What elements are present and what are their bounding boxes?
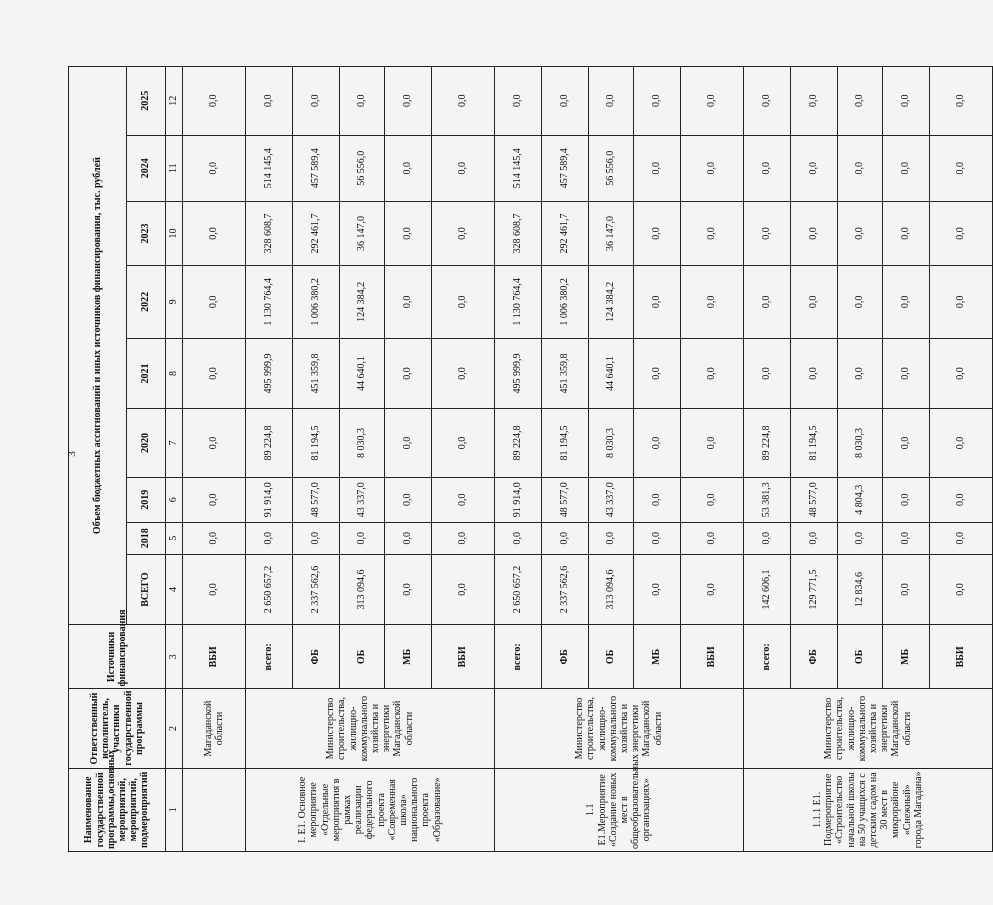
value-cell: 0,0: [883, 554, 930, 625]
value-cell: 8 030,3: [340, 409, 385, 477]
value-cell: 0,0: [681, 522, 744, 554]
row-name-cell: 1.1 E1.Мероприятие «Создание новых мест в общеобразовательных организациях»: [495, 768, 744, 851]
value-cell: 0,0: [883, 338, 930, 409]
value-cell: 0,0: [385, 477, 432, 522]
value-cell: 0,0: [930, 554, 993, 625]
value-cell: 0,0: [883, 201, 930, 265]
row-source-cell: ФБ: [293, 625, 340, 689]
value-cell: 0,0: [744, 338, 791, 409]
value-cell: 0,0: [634, 201, 681, 265]
value-cell: 0,0: [340, 67, 385, 136]
header-executor: Ответственный исполнитель, участники государственной программы: [69, 689, 166, 768]
value-cell: 0,0: [385, 135, 432, 201]
value-cell: 43 337,0: [340, 477, 385, 522]
financing-table: [68, 66, 993, 852]
value-cell: 0,0: [293, 67, 340, 136]
value-cell: 56 556,0: [340, 135, 385, 201]
header-year: 2020: [127, 409, 166, 477]
row-source-cell: ФБ: [791, 625, 838, 689]
value-cell: 0,0: [432, 67, 495, 136]
row-source-cell: ОБ: [838, 625, 883, 689]
header-funding-volume: Объем бюджетных ассигнований и иных источников финансирования, тыс. рублей: [69, 67, 127, 625]
row-source-cell: всего:: [495, 625, 542, 689]
value-cell: 0,0: [930, 67, 993, 136]
value-cell: 44 640,1: [340, 338, 385, 409]
page-number: 3: [66, 451, 78, 457]
header-year: 2022: [127, 266, 166, 339]
row-executor-cell: Министерство строительства, жилищно-коммунального хозяйства и энергетики Магаданской области: [246, 689, 495, 768]
value-cell: 0,0: [634, 266, 681, 339]
header-year: 2025: [127, 67, 166, 136]
value-cell: 0,0: [791, 135, 838, 201]
value-cell: 48 577,0: [542, 477, 589, 522]
value-cell: 0,0: [385, 266, 432, 339]
column-number: 7: [166, 409, 183, 477]
value-cell: 0,0: [183, 409, 246, 477]
header-year: 2018: [127, 522, 166, 554]
value-cell: 0,0: [930, 135, 993, 201]
value-cell: 43 337,0: [589, 477, 634, 522]
header-year: 2023: [127, 201, 166, 265]
value-cell: 36 147,0: [589, 201, 634, 265]
value-cell: 0,0: [432, 522, 495, 554]
value-cell: 0,0: [634, 135, 681, 201]
value-cell: 89 224,8: [246, 409, 293, 477]
value-cell: 8 030,3: [838, 409, 883, 477]
header-year: 2019: [127, 477, 166, 522]
value-cell: 44 640,1: [589, 338, 634, 409]
value-cell: 0,0: [385, 554, 432, 625]
row-source-cell: ФБ: [542, 625, 589, 689]
value-cell: 12 834,6: [838, 554, 883, 625]
column-number: 2: [166, 689, 183, 768]
value-cell: 0,0: [385, 201, 432, 265]
value-cell: 0,0: [681, 266, 744, 339]
value-cell: 0,0: [340, 522, 385, 554]
value-cell: 0,0: [681, 338, 744, 409]
row-source-cell: всего:: [246, 625, 293, 689]
value-cell: 0,0: [183, 522, 246, 554]
row-source-cell: ОБ: [340, 625, 385, 689]
value-cell: 451 359,8: [542, 338, 589, 409]
value-cell: 0,0: [744, 135, 791, 201]
value-cell: 0,0: [838, 266, 883, 339]
value-cell: 0,0: [681, 477, 744, 522]
value-cell: 124 384,2: [589, 266, 634, 339]
value-cell: 0,0: [385, 409, 432, 477]
row-source-cell: ВБИ: [432, 625, 495, 689]
column-number: 8: [166, 338, 183, 409]
header-year: 2021: [127, 338, 166, 409]
value-cell: 0,0: [385, 522, 432, 554]
value-cell: 514 145,4: [246, 135, 293, 201]
row-source-cell: ВБИ: [681, 625, 744, 689]
value-cell: 0,0: [930, 409, 993, 477]
row-source-cell: ВБИ: [183, 625, 246, 689]
value-cell: 1 006 380,2: [293, 266, 340, 339]
row-source-cell: всего:: [744, 625, 791, 689]
value-cell: 0,0: [634, 522, 681, 554]
value-cell: 56 556,0: [589, 135, 634, 201]
value-cell: 0,0: [432, 409, 495, 477]
value-cell: 0,0: [930, 201, 993, 265]
table-row: [744, 67, 791, 852]
value-cell: 0,0: [183, 338, 246, 409]
value-cell: 0,0: [246, 67, 293, 136]
value-cell: 91 914,0: [495, 477, 542, 522]
column-number: 3: [166, 625, 183, 689]
column-number: 10: [166, 201, 183, 265]
value-cell: 0,0: [542, 67, 589, 136]
value-cell: 451 359,8: [293, 338, 340, 409]
value-cell: 0,0: [183, 266, 246, 339]
value-cell: 2 337 562,6: [293, 554, 340, 625]
value-cell: 91 914,0: [246, 477, 293, 522]
value-cell: 0,0: [744, 266, 791, 339]
value-cell: 1 006 380,2: [542, 266, 589, 339]
row-source-cell: ОБ: [589, 625, 634, 689]
value-cell: 8 030,3: [589, 409, 634, 477]
value-cell: 0,0: [432, 477, 495, 522]
column-number: 6: [166, 477, 183, 522]
value-cell: 0,0: [293, 522, 340, 554]
header-funding-source: Источники финансирования: [69, 625, 166, 689]
value-cell: 0,0: [930, 477, 993, 522]
table-row: [246, 67, 293, 852]
value-cell: 0,0: [883, 477, 930, 522]
value-cell: 0,0: [681, 409, 744, 477]
row-source-cell: ВБИ: [930, 625, 993, 689]
value-cell: 53 381,3: [744, 477, 791, 522]
row-executor-cell: Министерство строительства, жилищно-коммунального хозяйства и энергетики Магаданской области: [495, 689, 744, 768]
value-cell: 0,0: [681, 201, 744, 265]
header-year: ВСЕГО: [127, 554, 166, 625]
value-cell: 0,0: [589, 67, 634, 136]
value-cell: 0,0: [634, 554, 681, 625]
value-cell: 129 771,5: [791, 554, 838, 625]
value-cell: 0,0: [385, 338, 432, 409]
value-cell: 0,0: [930, 266, 993, 339]
value-cell: 0,0: [432, 266, 495, 339]
header-program-name: Наименование государственной программы,основных мероприятий, мероприятий, подмероприятий: [69, 768, 166, 851]
value-cell: 328 608,7: [246, 201, 293, 265]
row-executor-cell: Магаданской области: [183, 689, 246, 768]
value-cell: 457 589,4: [293, 135, 340, 201]
column-number: 4: [166, 554, 183, 625]
value-cell: 48 577,0: [791, 477, 838, 522]
value-cell: 0,0: [634, 338, 681, 409]
value-cell: 2 337 562,6: [542, 554, 589, 625]
value-cell: 124 384,2: [340, 266, 385, 339]
value-cell: 0,0: [432, 338, 495, 409]
value-cell: 0,0: [838, 67, 883, 136]
value-cell: 0,0: [791, 201, 838, 265]
row-name-cell: 1.1.1 E1. Подмероприятие «Строительство начальной школы на 50 учащихся с детским садом на 30 мест в микрорайоне «Снежный» города Магадана»: [744, 768, 993, 851]
value-cell: 0,0: [883, 522, 930, 554]
value-cell: 0,0: [183, 554, 246, 625]
value-cell: 0,0: [791, 522, 838, 554]
value-cell: 292 461,7: [542, 201, 589, 265]
value-cell: 292 461,7: [293, 201, 340, 265]
value-cell: 0,0: [883, 409, 930, 477]
value-cell: 0,0: [542, 522, 589, 554]
value-cell: 0,0: [183, 67, 246, 136]
value-cell: 0,0: [681, 67, 744, 136]
table-body: [183, 67, 993, 852]
value-cell: 0,0: [791, 67, 838, 136]
value-cell: 0,0: [495, 67, 542, 136]
column-number: 9: [166, 266, 183, 339]
value-cell: 313 094,6: [340, 554, 385, 625]
value-cell: 0,0: [744, 201, 791, 265]
value-cell: 81 194,5: [293, 409, 340, 477]
value-cell: 0,0: [432, 135, 495, 201]
row-source-cell: МБ: [883, 625, 930, 689]
row-name-cell: I. E1. Основное мероприятие «Отдельные мероприятия в рамках реализации федерального проекта «Современная школа» национального проекта «Образование»: [246, 768, 495, 851]
value-cell: 0,0: [432, 201, 495, 265]
value-cell: 89 224,8: [495, 409, 542, 477]
column-number: 12: [166, 67, 183, 136]
value-cell: 0,0: [883, 266, 930, 339]
row-executor-cell: Министерство строительства, жилищно-коммунального хозяйства и энергетики Магаданской области: [744, 689, 993, 768]
value-cell: 81 194,5: [542, 409, 589, 477]
value-cell: 89 224,8: [744, 409, 791, 477]
column-number-row: [166, 67, 183, 852]
value-cell: 0,0: [838, 522, 883, 554]
value-cell: 0,0: [634, 67, 681, 136]
value-cell: 4 804,3: [838, 477, 883, 522]
value-cell: 48 577,0: [293, 477, 340, 522]
value-cell: 0,0: [883, 135, 930, 201]
value-cell: 495 999,9: [246, 338, 293, 409]
value-cell: 0,0: [744, 67, 791, 136]
header-row: [69, 67, 127, 852]
value-cell: 0,0: [838, 135, 883, 201]
value-cell: 457 589,4: [542, 135, 589, 201]
value-cell: 0,0: [744, 522, 791, 554]
value-cell: 0,0: [930, 522, 993, 554]
table-row: [495, 67, 542, 852]
value-cell: 0,0: [681, 135, 744, 201]
row-source-cell: МБ: [634, 625, 681, 689]
value-cell: 313 094,6: [589, 554, 634, 625]
value-cell: 0,0: [791, 266, 838, 339]
value-cell: 0,0: [183, 135, 246, 201]
value-cell: 0,0: [432, 554, 495, 625]
row-name-cell: [183, 768, 246, 851]
value-cell: 142 606,1: [744, 554, 791, 625]
rotated-table-wrapper: [68, 66, 967, 852]
value-cell: 0,0: [183, 201, 246, 265]
column-number: 11: [166, 135, 183, 201]
header-year: 2024: [127, 135, 166, 201]
value-cell: 81 194,5: [791, 409, 838, 477]
value-cell: 0,0: [183, 477, 246, 522]
value-cell: 1 130 764,4: [246, 266, 293, 339]
value-cell: 495 999,9: [495, 338, 542, 409]
value-cell: 0,0: [838, 201, 883, 265]
value-cell: 328 608,7: [495, 201, 542, 265]
value-cell: 0,0: [883, 67, 930, 136]
value-cell: 514 145,4: [495, 135, 542, 201]
value-cell: 1 130 764,4: [495, 266, 542, 339]
value-cell: 0,0: [634, 477, 681, 522]
value-cell: 0,0: [681, 554, 744, 625]
value-cell: 36 147,0: [340, 201, 385, 265]
value-cell: 0,0: [634, 409, 681, 477]
value-cell: 2 650 657,2: [246, 554, 293, 625]
value-cell: 0,0: [589, 522, 634, 554]
table-row-continuation: [183, 67, 246, 852]
value-cell: 0,0: [246, 522, 293, 554]
value-cell: 0,0: [791, 338, 838, 409]
value-cell: 0,0: [495, 522, 542, 554]
value-cell: 0,0: [838, 338, 883, 409]
value-cell: 2 650 657,2: [495, 554, 542, 625]
value-cell: 0,0: [930, 338, 993, 409]
column-number: 1: [166, 768, 183, 851]
column-number: 5: [166, 522, 183, 554]
row-source-cell: МБ: [385, 625, 432, 689]
value-cell: 0,0: [385, 67, 432, 136]
